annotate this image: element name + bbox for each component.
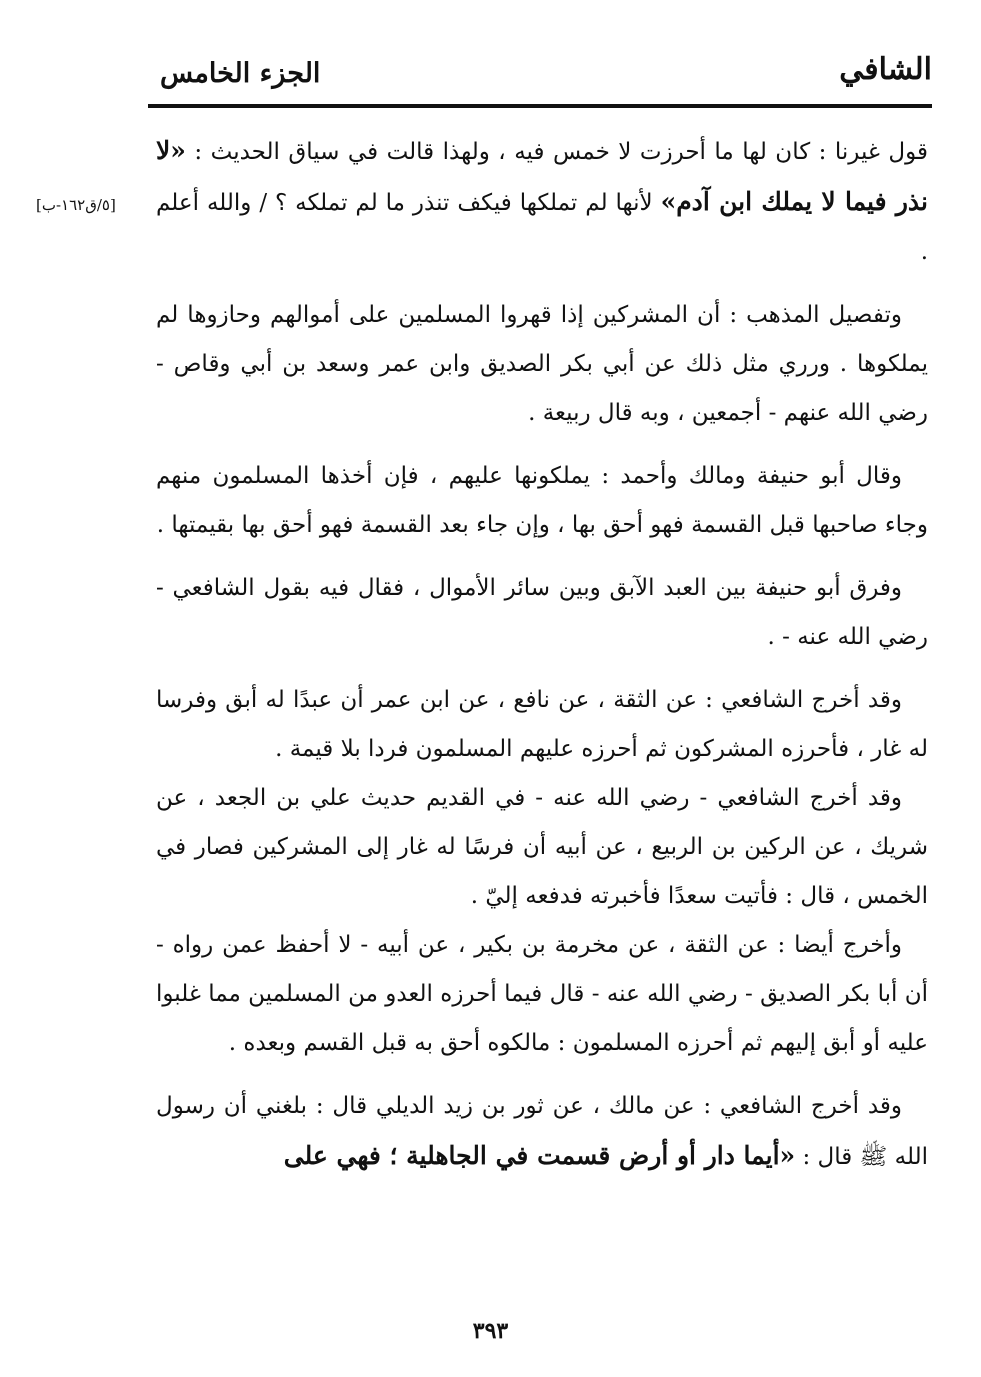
paragraph-8 [156,1082,928,1182]
paragraph-2: وتفصيل المذهب : أن المشركين إذا قهروا المسلمين على أموالهم وحازوها لم يملكوها . ورري مثل ذلك عن أبي بكر الصديق وابن عمر وسعد بن أبي وقاص - رضي الله عنهم - أجمعين ، وبه قال ربيعة . [156,302,928,426]
page-number: ٣٩٣ [472,1318,509,1344]
header-divider [148,104,932,108]
paragraph-4: وفرق أبو حنيفة بين العبد الآبق وبين سائر الأموال ، فقال فيه بقول الشافعي - رضي الله عنه - . [156,575,928,650]
paragraph-3: وقال أبو حنيفة ومالك وأحمد : يملكونها عليهم ، فإن أخذها المسلمون منهم وجاء صاحبها قبل القسمة فهو أحق بها ، وإن جاء بعد القسمة فهو أحق بها بقيمتها . [156,463,928,538]
paragraph-1-text: قول غيرنا : كان لها ما أحرزت لا خمس فيه ، ولهذا قالت في سياق الحديث : [194,139,928,165]
paragraph-1-continuation: لأنها لم تملكها فيكف تنذر ما لم تملكه ؟ / والله أعلم . [156,190,928,265]
part-label: الجزء الخامس [160,58,321,89]
hadith-quote: «لا نذر فيما لا يملك ابن آدم» [156,136,929,216]
book-title: الشافي [839,52,932,87]
paragraph-5: وقد أخرج الشافعي : عن الثقة ، عن نافع ، عن ابن عمر أن عبدًا له أبق وفرسا له غار ، فأحرزه المشركون ثم أحرزه عليهم المسلمون فردا بلا قيمة . [156,687,928,762]
paragraph-8-text: وقد أخرج الشافعي : عن مالك ، عن ثور بن زيد الديلي قال : بلغني أن رسول الله ﷺ قال : [156,1093,928,1170]
running-header [148,52,932,102]
paragraph-6: وقد أخرج الشافعي - رضي الله عنه - في القديم حديث علي بن الجعد ، عن شريك ، عن الركين بن الربيع ، عن أبيه أن فرسًا له غار إلى المشركين فصار في الخمس ، قال : فأتيت سعدًا فأخبرته فدفعه إليّ . [156,785,928,909]
page-body [156,126,928,1182]
hadith-quote-2: «أيما دار أو أرض قسمت في الجاهلية ؛ فهي على [283,1141,796,1170]
paragraph-1 [156,126,928,277]
manuscript-folio-note: [٥/ق١٦٢-ب] [36,196,116,214]
paragraph-7: وأخرج أيضا : عن الثقة ، عن مخرمة بن بكير ، عن أبيه - لا أحفظ عمن رواه - أن أبا بكر الصديق - رضي الله عنه - قال فيما أحرزه العدو من المسلمين مما غلبوا عليه أو أبق إليهم ثم أحرزه المسلمون : مالكوه أحق به قبل القسم وبعده . [156,932,928,1056]
